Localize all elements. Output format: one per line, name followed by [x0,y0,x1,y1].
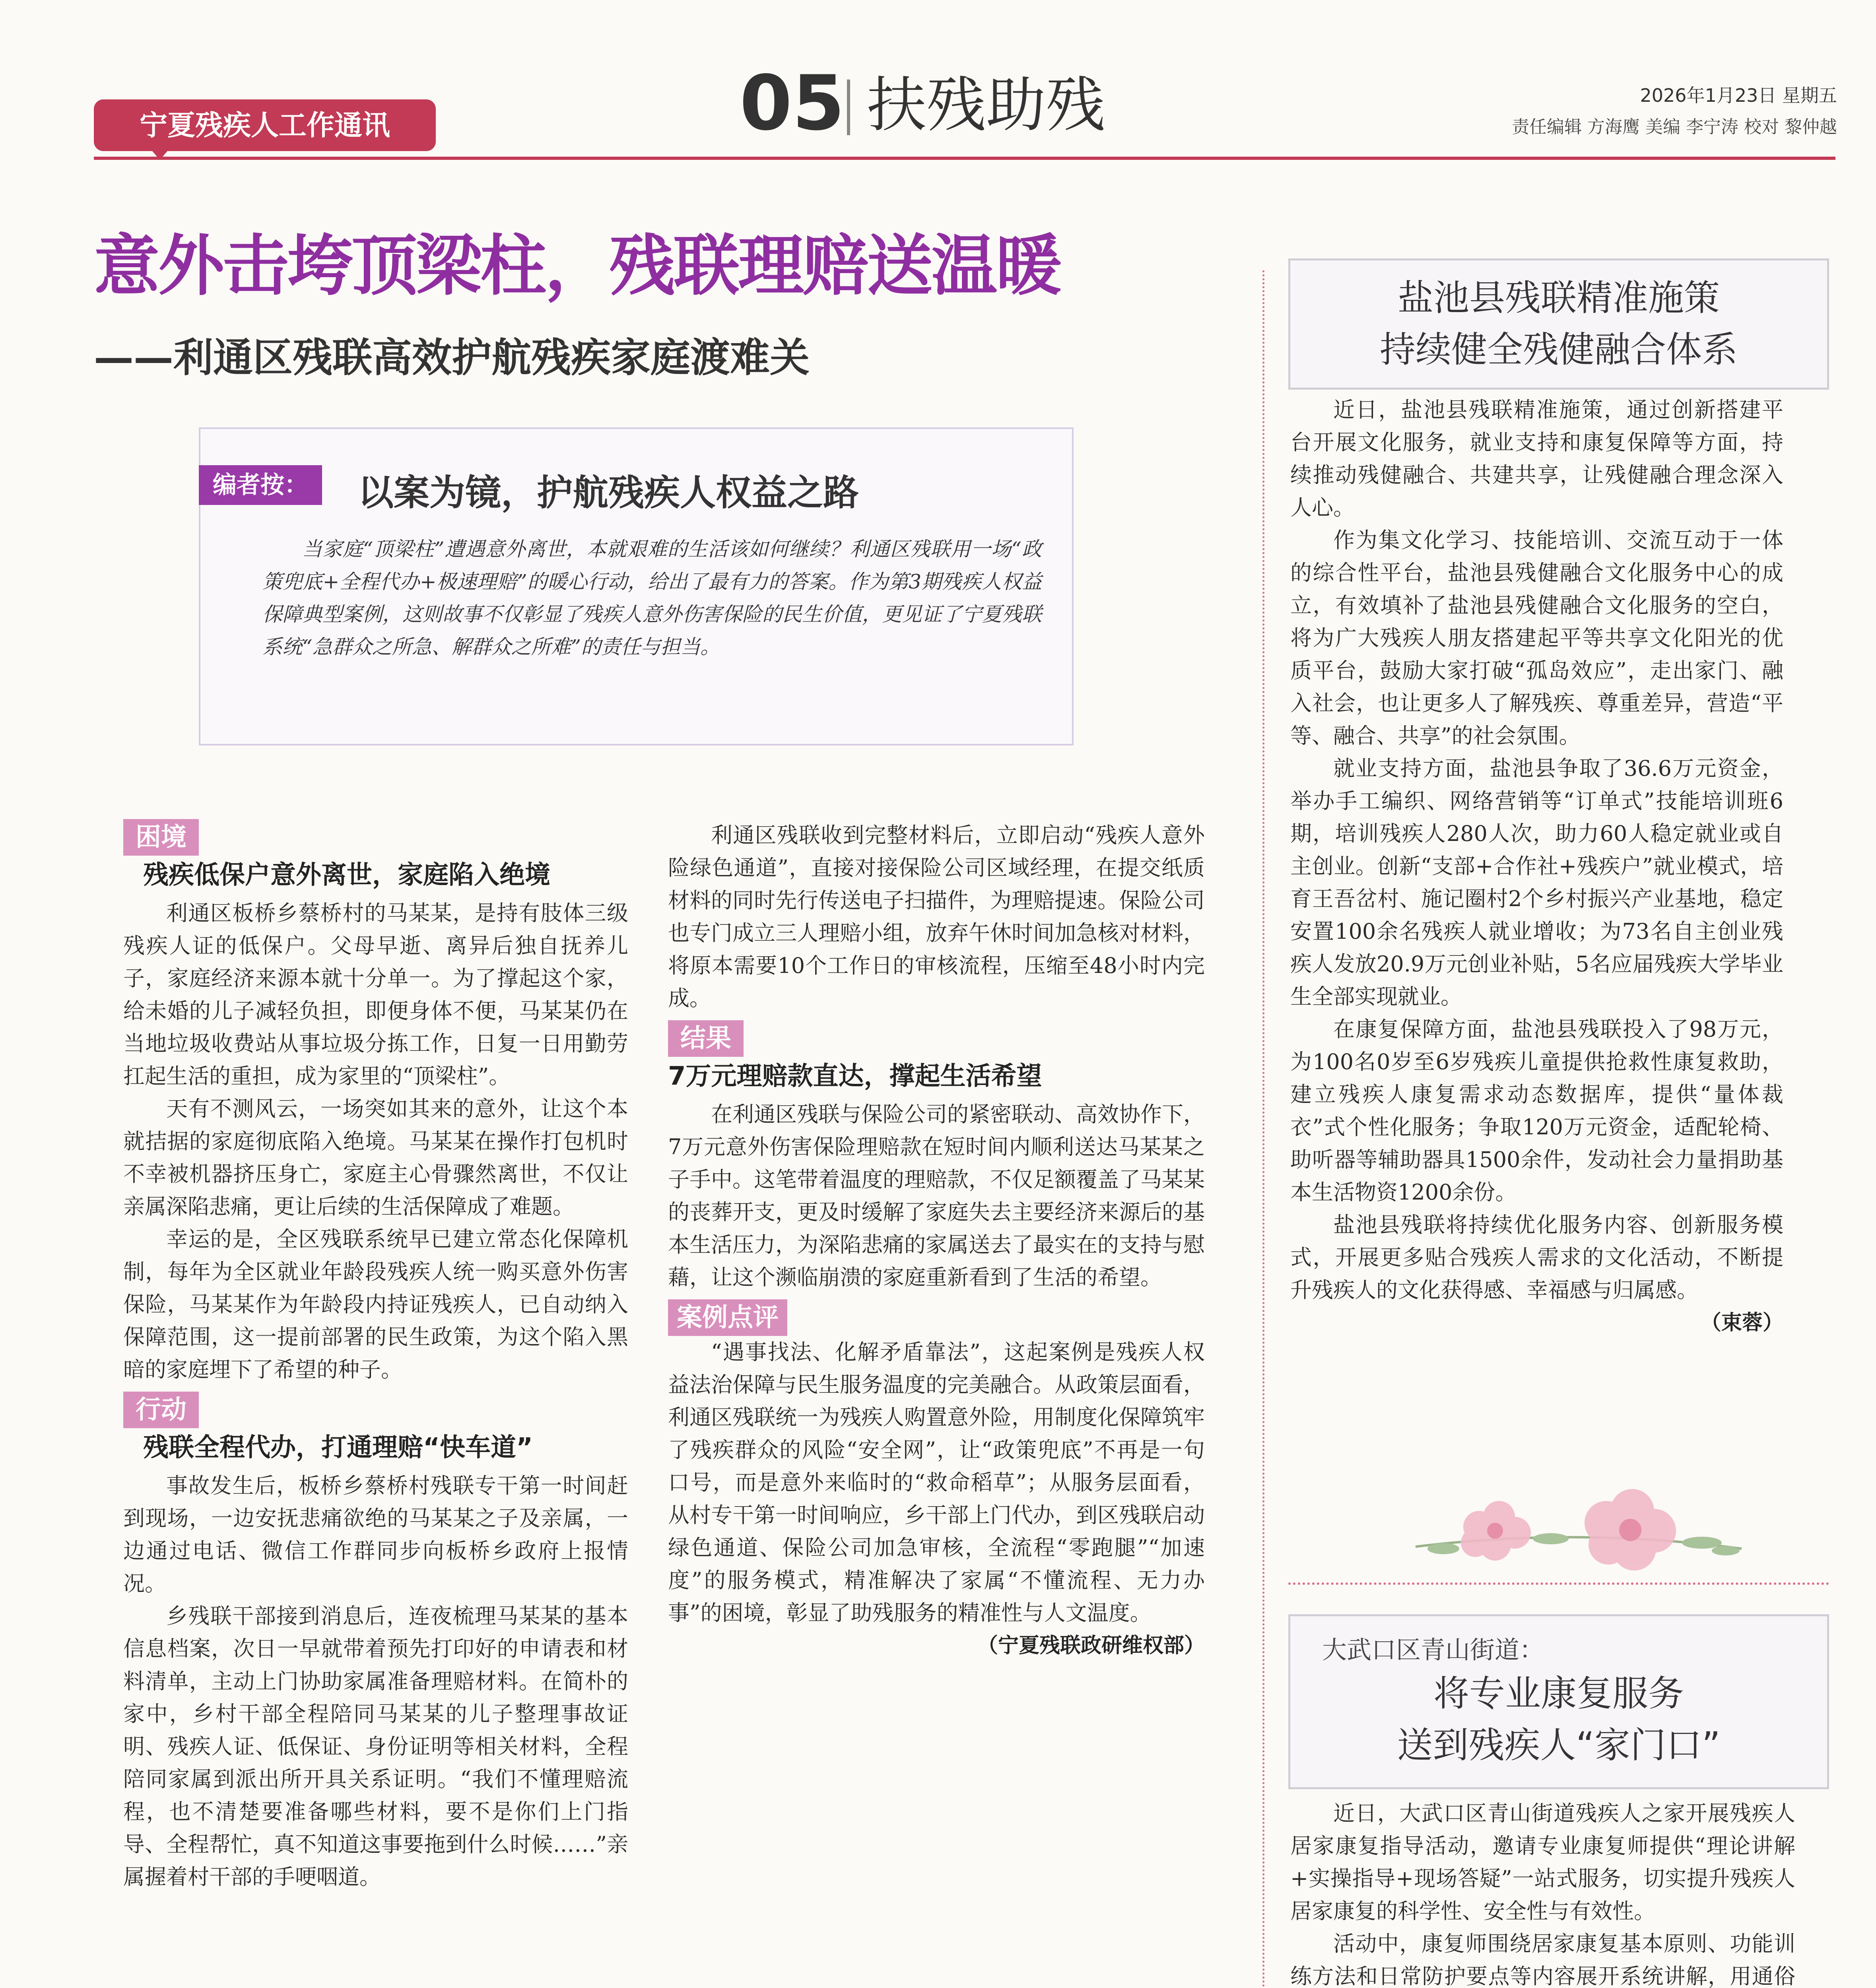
paragraph: 近日，盐池县残联精准施策，通过创新搭建平台开展文化服务，就业支持和康复保障等方面，持续推动残健融合、共建共享，让残健融合理念深入人心。 [1290,397,1783,520]
paragraph: 利通区残联收到完整材料后，立即启动“残疾人意外险绿色通道”，直接对接保险公司区域经理，在提交纸质材料的同时先行传送电子扫描件，为理赔提速。保险公司也专门成立三人理赔小组，放弃午休时间加急核对材料，将原本需要10个工作日的审核流程，压缩至48小时内完成。 [668,823,1205,1011]
flower-ornament [1400,1479,1758,1578]
paragraph: 在康复保障方面，盐池县残联投入了98万元，为100名0岁至6岁残疾儿童提供抢救性康复救助，建立残疾人康复需求动态数据库，提供“量体裁衣”式个性化服务；争取120万元资金，适配轮椅、助听器等辅助器具1500余件，发动社会力量捐助基本生活物资1200余份。 [1290,1017,1783,1205]
right-article-2-title-box [1288,1614,1829,1789]
paper-name-badge: 宁夏残疾人工作通讯 [94,99,436,151]
right-section-divider [1288,1582,1829,1585]
page-number: 05 [740,59,845,147]
right-article-1-title-line-1: 盐池县残联精准施策 [1398,277,1720,319]
paragraph: 幸运的是，全区残联系统早已建立常态化保障机制，每年为全区就业年龄段残疾人统一购买意外伤害保险，马某某作为年龄段内持证残疾人，已自动纳入保障范围，这一提前部署的民生政策，为这个陷入黑暗的家庭埋下了希望的种子。 [123,1227,628,1382]
right-article-1-body [1290,394,1783,1339]
right-article-2-title-line-1: 将专业康复服务 [1433,1673,1684,1714]
paragraph: 利通区板桥乡蔡桥村的马某某，是持有肢体三级残疾人证的低保户。父母早逝、离异后独自抚养儿子，家庭经济来源本就十分单一。为了撑起这个家，给未婚的儿子减轻负担，即便身体不便，马某某仍在当地垃圾收费站从事垃圾分拣工作，日复一日用勤劳扛起生活的重担，成为家里的“顶梁柱”。 [123,901,628,1089]
paragraph: 乡残联干部接到消息后，连夜梳理马某某的基本信息档案，次日一早就带着预先打印好的申请表和材料清单，主动上门协助家属准备理赔材料。在简朴的家中，乡村干部全程陪同马某某的儿子整理事故证明、残疾人证、低保证、身份证明等相关材料，全程陪同家属到派出所开具关系证明。“我们不懂理赔流程，也不清楚要准备哪些材料，要不是你们上门指导、全程帮忙，真不知道这事要拖到什么时候……”亲属握着村干部的手哽咽道。 [123,1604,628,1889]
paragraph: “遇事找法、化解矛盾靠法”，这起案例是残疾人权益法治保障与民生服务温度的完美融合。从政策层面看，利通区残联统一为残疾人购置意外险，用制度化保障筑牢了残疾群众的风险“安全网”，让“政策兜底”不再是一句口号，而是意外来临时的“救命稻草”；从服务层面看，从村专干第一时间响应，乡干部上门代办，到区残联启动绿色通道、保险公司加急审核，全流程“零跑腿”“加速度”的服务模式，精准解决了家属“不懂流程、无力办事”的困境，彰显了助残服务的精准性与人文温度。 [668,1340,1205,1625]
right-article-1-title-box [1288,258,1829,390]
editor-note-title: 以案为镜，护航残疾人权益之路 [358,472,859,514]
section-name: 扶残助残 [867,71,1106,140]
main-article-title: 意外击垮顶梁柱，残联理赔送温暖 [94,228,1060,305]
right-article-1-title-line-2: 持续健全残健融合体系 [1380,329,1738,371]
section-heading-dilemma: 残疾低保户意外离世，家庭陷入绝境 [143,860,550,890]
right-article-2-body [1290,1797,1795,1988]
section-heading-result: 7万元理赔款直达，撑起生活希望 [668,1062,1042,1091]
section-tag-action: 行动 [123,1392,199,1428]
main-article-credit: （宁夏残联政研维权部） [977,1634,1205,1658]
main-article-column-1 [123,819,628,1893]
main-article-column-2 [668,819,1205,1662]
paragraph: 天有不测风云，一场突如其来的意外，让这个本就拮据的家庭彻底陷入绝境。马某某在操作打包机时不幸被机器挤压身亡，家庭主心骨骤然离世，不仅让亲属深陷悲痛，更让后续的生活保障成了难题。 [123,1096,628,1219]
column-divider [1262,270,1264,1988]
flower-ornament-icon [1400,1479,1758,1578]
right-article-2-kicker: 大武口区青山街道： [1322,1635,1544,1664]
masthead-rule [94,157,1835,160]
editor-note-text: 当家庭“顶梁柱”遭遇意外离世，本就艰难的生活该如何继续？利通区残联用一场“政策兜底+全程代办+极速理赔”的暖心行动，给出了最有力的答案。作为第3期残疾人权益保障典型案例，这则故事不仅彰显了残疾人意外伤害保险的民生价值，更见证了宁夏残联系统“急群众之所急、解群众之所难”的责任与担当。 [262,538,1042,658]
right-article-1-credit: （束蓉） [1700,1311,1783,1335]
paragraph: 在利通区残联与保险公司的紧密联动、高效协作下，7万元意外伤害保险理赔款在短时间内顺利送达马某某之子手中。这笔带着温度的理赔款，不仅足额覆盖了马某某的丧葬开支，更及时缓解了家庭失去主要经济来源后的基本生活压力，为深陷悲痛的家属送去了最实在的支持与慰藉，让这个濒临崩溃的家庭重新看到了生活的希望。 [668,1102,1205,1290]
paragraph: 近日，大武口区青山街道残疾人之家开展残疾人居家康复指导活动，邀请专业康复师提供“理论讲解+实操指导+现场答疑”一站式服务，切实提升残疾人居家康复的科学性、安全性与有效性。 [1290,1801,1795,1924]
paragraph: 盐池县残联将持续优化服务内容、创新服务模式，开展更多贴合残疾人需求的文化活动，不断提升残疾人的文化获得感、幸福感与归属感。 [1290,1212,1783,1303]
main-article-subtitle: ——利通区残联高效护航残疾家庭渡难关 [94,334,810,381]
section-heading-action: 残联全程代办，打通理赔“快车道” [143,1433,533,1462]
issue-date: 2026年1月23日 星期五 [1640,85,1837,106]
section-tag-dilemma: 困境 [123,819,199,856]
section-tag-result: 结果 [668,1020,744,1057]
section-tag-case-review: 案例点评 [668,1299,787,1336]
paragraph: 事故发生后，板桥乡蔡桥村残联专干第一时间赶到现场，一边安抚悲痛欲绝的马某某之子及亲属，一边通过电话、微信工作群同步向板桥乡政府上报情况。 [123,1473,628,1596]
paragraph: 作为集文化学习、技能培训、交流互动于一体的综合性平台，盐池县残健融合文化服务中心的成立，有效填补了盐池县残健融合文化服务的空白，将为广大残疾人朋友搭建起平等共享文化阳光的优质平台，鼓励大家打破“孤岛效应”，走出家门、融入社会，也让更多人了解残疾、尊重差异，营造“平等、融合、共享”的社会氛围。 [1290,528,1783,748]
right-article-2-title-line-2: 送到残疾人“家门口” [1397,1724,1721,1766]
page-number-separator [847,80,850,135]
staff-credits: 责任编辑 方海鹰 美编 李宁涛 校对 黎仲越 [1512,117,1837,137]
paragraph: 活动中，康复师围绕居家康复基本原则、功能训练方法和日常防护要点等内容展开系统讲解，用通俗 [1290,1931,1795,1988]
editor-note-label: 编者按： [199,465,322,505]
paragraph: 就业支持方面，盐池县争取了36.6万元资金，举办手工编织、网络营销等“订单式”技能培训班6期，培训残疾人280人次，助力60人稳定就业或自主创业。创新“支部+合作社+残疾户”就业模式，培育王吾岔村、施记圈村2个乡村振兴产业基地，稳定安置100余名残疾人就业增收；为73名自主创业残疾人发放20.9万元创业补贴，5名应届残疾大学毕业生全部实现就业。 [1290,756,1783,1009]
